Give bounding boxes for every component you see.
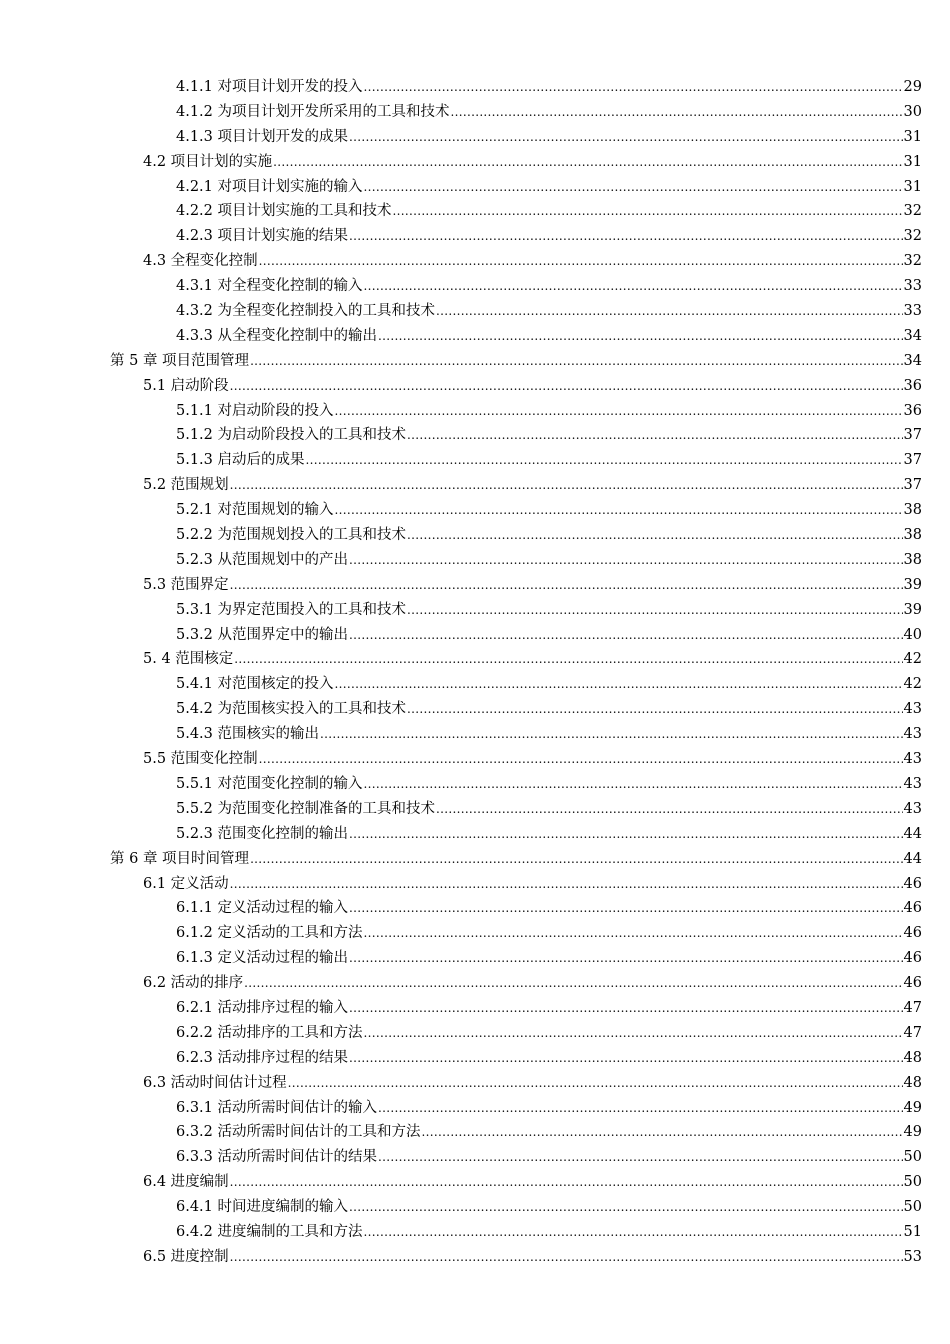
toc-page-number: 50 (903, 1199, 922, 1216)
toc-entry-title: 4.3 全程变化控制 (143, 253, 258, 270)
toc-dot-leader (436, 299, 903, 324)
toc-entry[interactable] (0, 996, 950, 1021)
toc-entry-title: 4.3.2 为全程变化控制投入的工具和技术 (176, 303, 436, 320)
toc-dot-leader (349, 125, 903, 150)
toc-entry[interactable] (0, 498, 950, 523)
toc-entry[interactable] (0, 1195, 950, 1220)
toc-entry-title: 6.3.1 活动所需时间估计的输入 (176, 1099, 378, 1116)
toc-dot-leader (349, 996, 903, 1021)
toc-page-number: 38 (903, 527, 922, 544)
toc-dot-leader (407, 423, 903, 448)
toc-entry[interactable] (0, 1046, 950, 1071)
toc-dot-leader (364, 921, 903, 946)
toc-entry[interactable] (0, 349, 950, 374)
toc-page-number: 37 (903, 427, 922, 444)
toc-entry-title: 5.2.2 为范围规划投入的工具和技术 (176, 527, 407, 544)
toc-entry-title: 5.5.1 对范围变化控制的输入 (176, 775, 363, 792)
toc-entry-title: 5.5.2 为范围变化控制准备的工具和技术 (176, 800, 436, 817)
toc-dot-leader (407, 697, 903, 722)
toc-entry[interactable] (0, 971, 950, 996)
toc-dot-leader (364, 1021, 903, 1046)
toc-dot-leader (250, 349, 902, 374)
toc-entry-title: 4.2.2 项目计划实施的工具和技术 (176, 203, 392, 220)
toc-dot-leader (451, 100, 903, 125)
toc-page-number: 36 (903, 377, 922, 394)
toc-entry[interactable] (0, 872, 950, 897)
toc-entry-title: 6.5 进度控制 (143, 1248, 229, 1265)
toc-page-number: 34 (903, 327, 922, 344)
toc-dot-leader (364, 274, 903, 299)
toc-entry[interactable] (0, 199, 950, 224)
toc-page-number: 44 (903, 850, 922, 867)
toc-dot-leader (378, 1145, 903, 1170)
toc-dot-leader (250, 847, 902, 872)
toc-entry-title: 4.3.3 从全程变化控制中的输出 (176, 327, 378, 344)
toc-entry-title: 5.4.1 对范围核定的投入 (176, 676, 334, 693)
toc-dot-leader (335, 498, 903, 523)
toc-page-number: 38 (903, 551, 922, 568)
toc-dot-leader (288, 1071, 903, 1096)
toc-entry-title: 5.3.1 为界定范围投入的工具和技术 (176, 601, 407, 618)
toc-entry[interactable] (0, 1120, 950, 1145)
toc-page-number: 43 (903, 751, 922, 768)
toc-page-number: 51 (903, 1223, 922, 1240)
toc-entry[interactable] (0, 324, 950, 349)
toc-page-number: 30 (903, 103, 922, 120)
toc-dot-leader (230, 374, 903, 399)
toc-dot-leader (422, 1120, 903, 1145)
toc-dot-leader (349, 946, 903, 971)
toc-entry-title: 5.1 启动阶段 (143, 377, 229, 394)
toc-page-number: 47 (903, 999, 922, 1016)
toc-entry[interactable] (0, 623, 950, 648)
toc-entry[interactable] (0, 822, 950, 847)
toc-entry[interactable] (0, 697, 950, 722)
toc-dot-leader (393, 199, 903, 224)
toc-entry-title: 6.1.2 定义活动的工具和方法 (176, 925, 363, 942)
toc-dot-leader (230, 473, 903, 498)
toc-dot-leader (259, 747, 903, 772)
toc-entry-title: 6.1.3 定义活动过程的输出 (176, 950, 349, 967)
toc-page-number: 49 (903, 1099, 922, 1116)
toc-dot-leader (320, 722, 903, 747)
toc-entry[interactable] (0, 772, 950, 797)
toc-dot-leader (244, 971, 902, 996)
toc-entry-title: 4.1.1 对项目计划开发的投入 (176, 79, 363, 95)
toc-dot-leader (349, 1046, 903, 1071)
toc-page-number: 53 (903, 1248, 922, 1265)
toc-entry-title: 6.1 定义活动 (143, 875, 229, 892)
toc-entry[interactable] (0, 672, 950, 697)
toc-page-number: 33 (903, 278, 922, 295)
toc-entry[interactable] (0, 125, 950, 150)
toc-page-number: 47 (903, 1024, 922, 1041)
toc-page-number: 48 (903, 1074, 922, 1091)
toc-entry-title: 5.2 范围规划 (143, 477, 229, 494)
toc-entry-title: 4.2 项目计划的实施 (143, 153, 273, 170)
toc-entry-title: 5.1.2 为启动阶段投入的工具和技术 (176, 427, 407, 444)
toc-page-number: 46 (903, 875, 922, 892)
toc-page-number: 32 (903, 228, 922, 245)
toc-page-number: 43 (903, 775, 922, 792)
toc-page-number: 46 (903, 950, 922, 967)
toc-entry[interactable] (0, 747, 950, 772)
toc-page-number: 42 (903, 651, 922, 668)
toc-entry-title: 6.2.1 活动排序过程的输入 (176, 999, 349, 1016)
toc-dot-leader (349, 623, 903, 648)
toc-entry[interactable] (0, 274, 950, 299)
toc-entry[interactable] (0, 473, 950, 498)
toc-page-number: 38 (903, 502, 922, 519)
toc-entry[interactable] (0, 1170, 950, 1195)
toc-entry[interactable] (0, 523, 950, 548)
toc-page-number: 49 (903, 1124, 922, 1141)
toc-dot-leader (306, 448, 903, 473)
toc-page-number: 32 (903, 203, 922, 220)
toc-entry[interactable] (0, 448, 950, 473)
toc-dot-leader (364, 75, 903, 100)
toc-entry[interactable] (0, 224, 950, 249)
toc-page-number: 44 (903, 825, 922, 842)
toc-entry-title: 6.2.2 活动排序的工具和方法 (176, 1024, 363, 1041)
toc-entry-title: 5.4.3 范围核实的输出 (176, 726, 320, 743)
toc-page-number: 40 (903, 626, 922, 643)
toc-page-number: 37 (903, 452, 922, 469)
toc-entry[interactable] (0, 249, 950, 274)
toc-entry-title: 6.3.2 活动所需时间估计的工具和方法 (176, 1124, 421, 1141)
toc-dot-leader (378, 1096, 903, 1121)
toc-dot-leader (364, 175, 903, 200)
toc-entry-title: 6.4.2 进度编制的工具和方法 (176, 1223, 363, 1240)
toc-entry-title: 6.3.3 活动所需时间估计的结果 (176, 1149, 378, 1166)
toc-page-number: 31 (903, 153, 922, 170)
toc-dot-leader (407, 523, 903, 548)
toc-entry-title: 6.1.1 定义活动过程的输入 (176, 900, 349, 917)
toc-dot-leader (230, 573, 903, 598)
toc-page-number: 43 (903, 701, 922, 718)
toc-page-number: 50 (903, 1174, 922, 1191)
toc-entry[interactable] (0, 896, 950, 921)
toc-entry-title: 6.2.3 活动排序过程的结果 (176, 1049, 349, 1066)
toc-dot-leader (335, 399, 903, 424)
toc-dot-leader (335, 672, 903, 697)
toc-entry[interactable] (0, 946, 950, 971)
toc-entry-title: 5.4.2 为范围核实投入的工具和技术 (176, 701, 407, 718)
toc-entry[interactable] (0, 423, 950, 448)
toc-dot-leader (349, 1195, 903, 1220)
toc-entry-title: 5.3 范围界定 (143, 576, 229, 593)
toc-page-number: 29 (903, 79, 922, 95)
toc-page-number: 32 (903, 253, 922, 270)
toc-entry-title: 4.2.3 项目计划实施的结果 (176, 228, 349, 245)
toc-page-number: 50 (903, 1149, 922, 1166)
toc-page-number: 42 (903, 676, 922, 693)
toc-entry[interactable] (0, 1245, 950, 1270)
toc-entry-title: 4.1.2 为项目计划开发所采用的工具和技术 (176, 103, 450, 120)
toc-dot-leader (364, 772, 903, 797)
toc-entry[interactable] (0, 1071, 950, 1096)
toc-entry[interactable] (0, 1220, 950, 1245)
toc-entry[interactable] (0, 374, 950, 399)
toc-dot-leader (273, 150, 902, 175)
toc-page-number: 31 (903, 128, 922, 145)
toc-page-number: 39 (903, 576, 922, 593)
toc-entry[interactable] (0, 299, 950, 324)
toc-entry[interactable] (0, 548, 950, 573)
toc-entry-title: 5.1.3 启动后的成果 (176, 452, 305, 469)
toc-entry-title: 6.4 进度编制 (143, 1174, 229, 1191)
toc-page-number: 39 (903, 601, 922, 618)
toc-page-number: 48 (903, 1049, 922, 1066)
toc-page-number: 34 (903, 352, 922, 369)
toc-page-number: 33 (903, 303, 922, 320)
toc-entry-title: 5.1.1 对启动阶段的投入 (176, 402, 334, 419)
toc-entry[interactable] (0, 100, 950, 125)
toc-page-number: 46 (903, 900, 922, 917)
toc-entry[interactable] (0, 573, 950, 598)
toc-entry[interactable] (0, 722, 950, 747)
toc-entry[interactable] (0, 399, 950, 424)
toc-page-number: 37 (903, 477, 922, 494)
toc-page-number: 43 (903, 726, 922, 743)
toc-entry-title: 5.2.1 对范围规划的输入 (176, 502, 334, 519)
toc-entry-title: 第 5 章 项目范围管理 (110, 352, 250, 369)
toc-entry[interactable] (0, 1096, 950, 1121)
toc-page-number: 46 (903, 975, 922, 992)
toc-entry[interactable] (0, 75, 950, 100)
toc-dot-leader (230, 1245, 903, 1270)
toc-entry-title: 5.2.3 范围变化控制的输出 (176, 825, 349, 842)
toc-page-number: 43 (903, 800, 922, 817)
toc-entry[interactable] (0, 921, 950, 946)
toc-entry-title: 6.2 活动的排序 (143, 975, 244, 992)
toc-page-number: 36 (903, 402, 922, 419)
toc-dot-leader (230, 1170, 903, 1195)
toc-entry-title: 4.2.1 对项目计划实施的输入 (176, 178, 363, 195)
toc-dot-leader (259, 249, 903, 274)
toc-dot-leader (378, 324, 903, 349)
toc-entry[interactable] (0, 598, 950, 623)
toc-entry-title: 6.3 活动时间估计过程 (143, 1074, 287, 1091)
toc-entry[interactable] (0, 847, 950, 872)
toc-entry-title: 4.1.3 项目计划开发的成果 (176, 128, 349, 145)
toc-dot-leader (349, 224, 903, 249)
toc-entry[interactable] (0, 1145, 950, 1170)
toc-entry-title: 5.3.2 从范围界定中的输出 (176, 626, 349, 643)
toc-entry-title: 第 6 章 项目时间管理 (110, 850, 250, 867)
toc-dot-leader (436, 797, 903, 822)
toc-dot-leader (364, 1220, 903, 1245)
toc-entry[interactable] (0, 150, 950, 175)
toc-dot-leader (230, 872, 903, 897)
toc-entry-title: 4.3.1 对全程变化控制的输入 (176, 278, 363, 295)
toc-entry-title: 5. 4 范围核定 (143, 651, 234, 668)
toc-dot-leader (349, 822, 903, 847)
toc-entry[interactable] (0, 1021, 950, 1046)
toc-entry-title: 6.4.1 时间进度编制的输入 (176, 1199, 349, 1216)
toc-page-number: 46 (903, 925, 922, 942)
toc-dot-leader (349, 548, 903, 573)
toc-page-number: 31 (903, 178, 922, 195)
toc-dot-leader (349, 896, 903, 921)
toc-entry-title: 5.2.3 从范围规划中的产出 (176, 551, 349, 568)
table-of-contents (0, 75, 950, 1270)
toc-dot-leader (234, 647, 902, 672)
toc-entry-title: 5.5 范围变化控制 (143, 751, 258, 768)
toc-entry[interactable] (0, 797, 950, 822)
toc-dot-leader (407, 598, 903, 623)
toc-entry[interactable] (0, 175, 950, 200)
toc-entry[interactable] (0, 647, 950, 672)
